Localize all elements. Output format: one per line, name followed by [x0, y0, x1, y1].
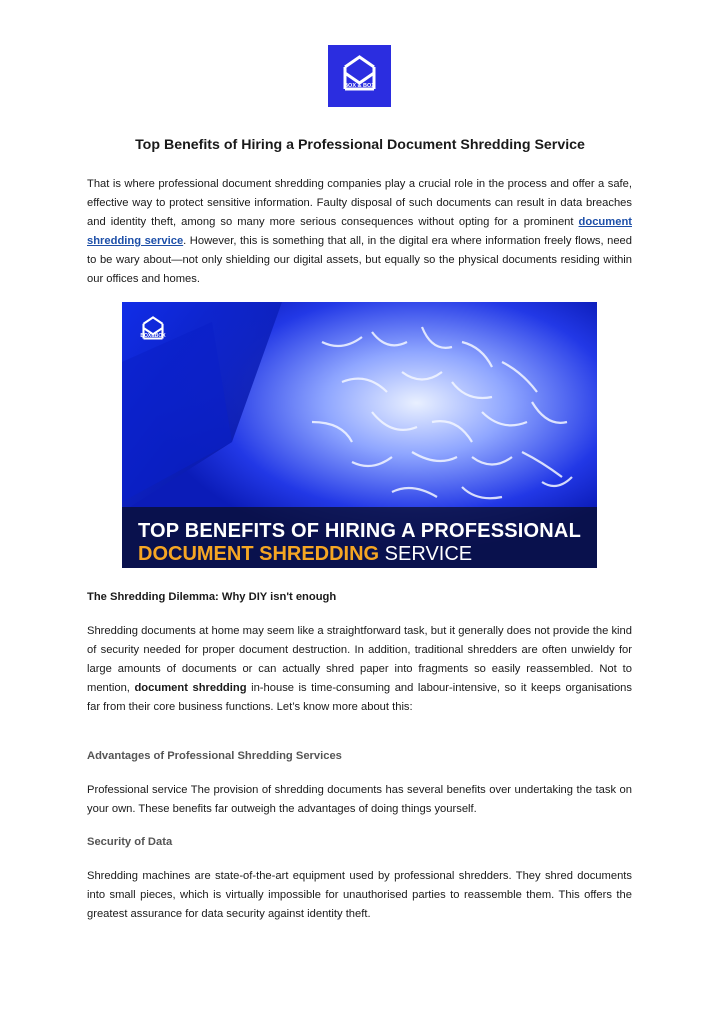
brand-logo: [328, 45, 391, 107]
section-heading-advantages: Advantages of Professional Shredding Services: [87, 750, 342, 762]
logo-text: BOX & BOX: [344, 83, 375, 89]
hero-headline-line2: [138, 543, 472, 566]
section-diy-paragraph: [87, 622, 632, 717]
section-heading-diy: The Shredding Dilemma: Why DIY isn't enough: [87, 591, 337, 603]
hero-headline-accent: DOCUMENT SHREDDING: [138, 543, 380, 565]
document-shredding-service-link[interactable]: document shredding service: [87, 216, 632, 247]
hero-image: [122, 302, 597, 568]
section-security-paragraph: Shredding machines are state-of-the-art equipment used by professional shredders. They shred documents into small pieces, which is virtually impossible for unauthorised parties to reassemble them. This offers the greatest assurance for data security against identity theft.: [87, 870, 632, 920]
section-diy-bold-term: document shredding: [134, 682, 247, 694]
hero-headline-line1: TOP BENEFITS OF HIRING A PROFESSIONAL: [138, 520, 581, 542]
box-logo-icon: [328, 45, 391, 107]
intro-text-start: That is where professional document shredding companies play a crucial role in the process and offer a safe, effective way to protect sensitive information. Faulty disposal of such documents can result in data breaches and identity theft, among so many more serious consequences without opting for a prominent: [87, 178, 632, 228]
intro-paragraph: [87, 175, 632, 289]
section-diy-text-start: Shredding documents at home may seem like a straightforward task, but it generally does not provide the kind of security needed for proper document destruction. In addition, traditional shredders are often unwieldy for large amounts of documents or can actually shred paper into fragments so easily reassembled. Not to mention,: [87, 625, 632, 694]
section-diy-text-end: in-house is time-consuming and labour-intensive, so it keeps organisations far from their core business functions. Let’s know more about this:: [87, 682, 632, 713]
hero-headline-rest: SERVICE: [379, 543, 473, 565]
hero-logo-text: BOX&BOX: [140, 333, 166, 339]
hero-box-logo-icon: [134, 310, 172, 348]
section-heading-security: Security of Data: [87, 836, 173, 848]
section-advantages-paragraph: Professional service The provision of shredding documents has several benefits over undertaking the task on your own. These benefits far outweigh the advantages of doing things yourself.: [87, 784, 632, 815]
page-title: Top Benefits of Hiring a Professional Document Shredding Service: [135, 137, 585, 153]
intro-text-end: . However, this is something that all, in the digital era where information freely flows, need to be wary about—not only shielding our digital assets, but equally so the physical documents residing within our offices and homes.: [87, 235, 632, 285]
